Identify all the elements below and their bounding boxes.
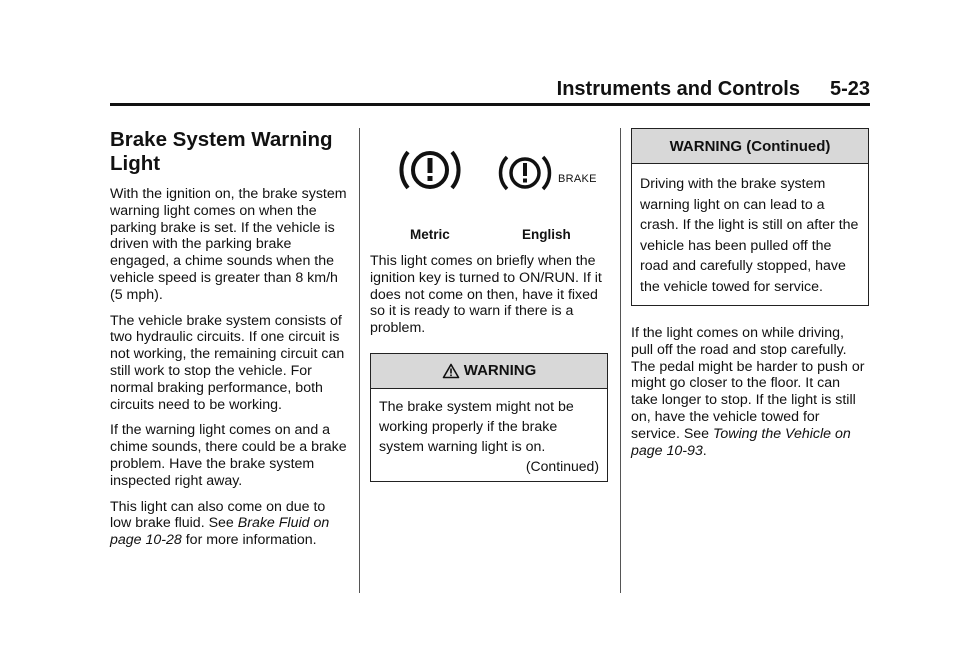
warning-triangle-icon xyxy=(442,363,460,379)
paragraph: The vehicle brake system consists of two hydraulic circuits. If one circuit is not working, the remaining circuit can still work to stop the vehicle. For normal braking performance, both circuits need to be working. xyxy=(110,312,345,413)
column-divider xyxy=(620,128,621,593)
warning-box-continued xyxy=(631,128,869,306)
column-2 xyxy=(370,128,608,482)
column-1 xyxy=(110,128,348,558)
brake-label: BRAKE xyxy=(558,173,597,185)
column-divider xyxy=(359,128,360,593)
paragraph xyxy=(110,499,348,549)
brake-warning-english-icon xyxy=(498,150,552,196)
english-caption: English xyxy=(522,227,571,242)
section-title: Instruments and Controls xyxy=(556,78,800,100)
cross-reference-link[interactable]: Towing the Vehicle on page 10-93 xyxy=(631,425,851,459)
paragraph xyxy=(631,325,869,459)
warning-header xyxy=(371,354,607,389)
paragraph-text: If the light comes on while driving, pull off the road and stop carefully. The pedal might be harder to push or might go closer to the floor. It can take longer to stop. If the light is still on, have the vehicle towed for service. See xyxy=(631,325,865,442)
warning-title: WARNING (Continued) xyxy=(669,137,831,155)
paragraph-text: . xyxy=(702,442,707,459)
warning-body xyxy=(371,389,607,481)
section-heading: Brake System Warning Light xyxy=(110,128,333,175)
metric-caption: Metric xyxy=(410,227,450,242)
paragraph-text: for more information. xyxy=(181,532,317,549)
cross-reference-link[interactable]: Brake Fluid on page 10-28 xyxy=(110,515,330,549)
paragraph: If the warning light comes on and a chime sounds, there could be a brake problem. Have the brake system inspected right away. xyxy=(110,422,347,489)
paragraph: This light comes on briefly when the ignition key is turned to ON/RUN. If it does not come on then, have it fixed so it is ready to warn if there is a problem. xyxy=(370,253,602,337)
page-number: 5-23 xyxy=(829,78,870,100)
header-rule xyxy=(110,103,870,106)
warning-header xyxy=(632,129,868,164)
page-header xyxy=(110,78,870,104)
warning-box xyxy=(370,353,608,482)
warning-text: The brake system might not be working properly if the brake system warning light is on. xyxy=(379,398,574,455)
paragraph-text: This light can also come on due to low brake fluid. See xyxy=(110,498,326,532)
brake-warning-metric-icon xyxy=(398,144,462,196)
warning-title: WARNING xyxy=(463,362,537,380)
warning-continued: (Continued) xyxy=(525,457,599,474)
brake-icons-figure xyxy=(370,128,608,253)
column-3 xyxy=(631,128,869,468)
paragraph: With the ignition on, the brake system warning light comes on when the parking brake is set. If the vehicle is driven with the parking brake engaged, a chime sounds when the vehicle speed is greater than 8 km/h (5 mph). xyxy=(110,186,347,303)
warning-text: Driving with the brake system warning light on can lead to a crash. If the light is still on after the vehicle has been pulled off the road and carefully stopped, have the vehicle towed for service. xyxy=(640,176,859,295)
